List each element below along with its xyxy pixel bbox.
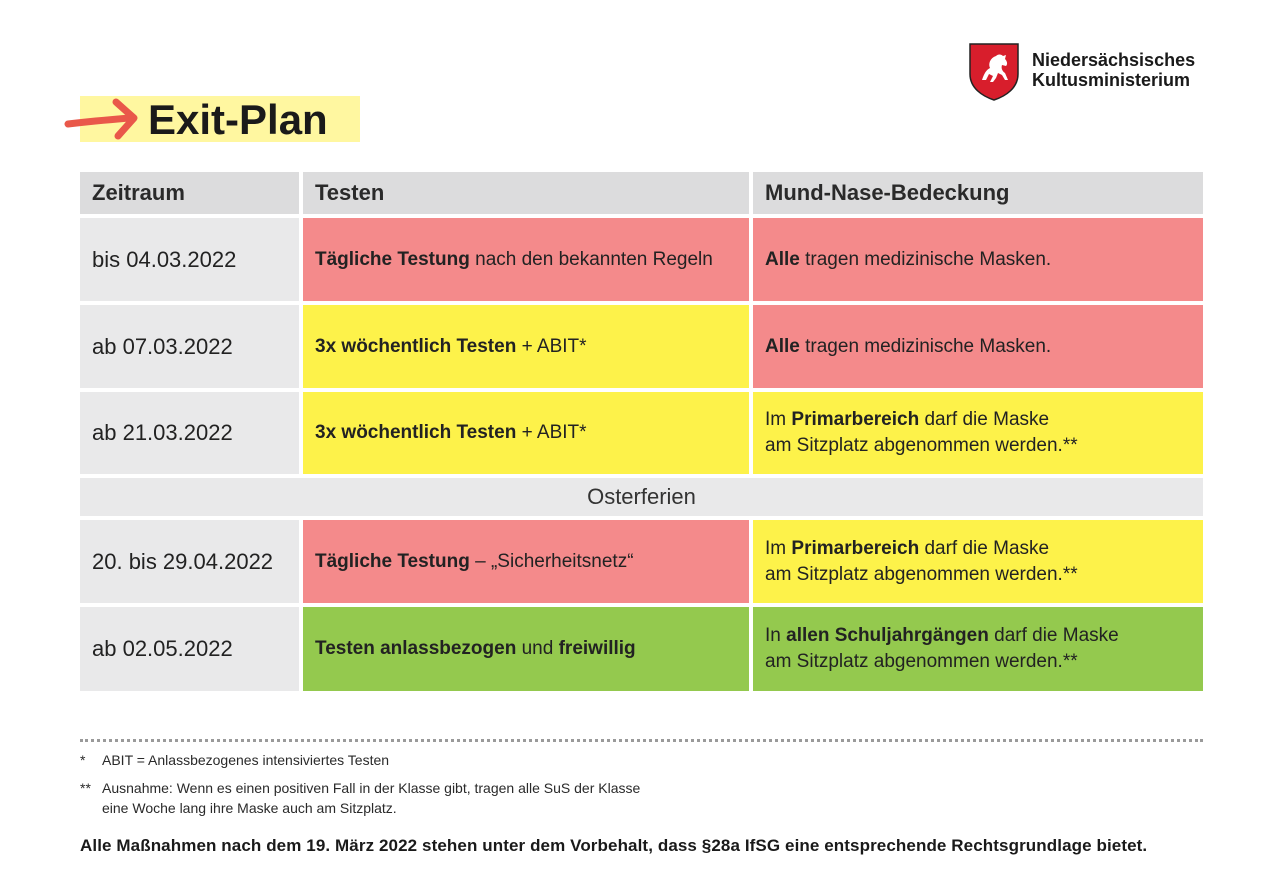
mask-line-2: am Sitzplatz abgenommen werden.** (765, 563, 1078, 585)
mask-bold: allen Schuljahrgängen (786, 625, 989, 646)
table-header-row (80, 172, 1203, 214)
period-cell: ab 21.03.2022 (80, 392, 299, 474)
table-row (80, 305, 1203, 388)
testing-cell (303, 607, 749, 691)
footnote-2 (80, 778, 780, 818)
footnote-text (102, 778, 640, 818)
footnote-line-1: Ausnahme: Wenn es einen positiven Fall in der Klasse gibt, tragen alle SuS der Klasse (102, 780, 641, 796)
header-mund-nase-bedeckung: Mund-Nase-Bedeckung (753, 172, 1203, 214)
mask-cell (753, 305, 1203, 388)
page-title: Exit-Plan (148, 96, 328, 143)
testing-text: und (516, 638, 559, 659)
testing-cell (303, 392, 749, 474)
logo-text (1032, 50, 1195, 90)
footnote-text: ABIT = Anlassbezogenes intensiviertes Testen (102, 752, 390, 768)
mask-text: darf die Maske (919, 409, 1050, 430)
mask-line-2: am Sitzplatz abgenommen werden.** (765, 651, 1078, 672)
mask-text: tragen medizinische Masken. (799, 248, 1052, 270)
table-row (80, 392, 1203, 474)
testing-bold: Testen anlassbezogen (315, 638, 517, 659)
testing-text: nach den bekannten Regeln (469, 248, 713, 270)
mask-prefix: Im (765, 537, 792, 559)
testing-text: – „Sicherheitsnetz“ (469, 550, 634, 572)
testing-cell (303, 520, 749, 603)
mask-text: tragen medizinische Masken. (799, 335, 1052, 357)
header-zeitraum: Zeitraum (80, 172, 299, 214)
osterferien-divider: Osterferien (80, 478, 1203, 516)
table-row (80, 218, 1203, 301)
mask-bold: Primarbereich (791, 409, 920, 430)
mask-cell (753, 607, 1203, 691)
mask-bold: Alle (765, 335, 800, 357)
legal-disclaimer: Alle Maßnahmen nach dem 19. März 2022 stehen unter dem Vorbehalt, dass §28a IfSG eine entsprechende Rechtsgrundlage bietet. (80, 836, 1148, 855)
mask-cell (753, 520, 1203, 603)
testing-bold: Tägliche Testung (315, 550, 470, 572)
footnote-1 (80, 750, 780, 770)
mask-bold: Primarbereich (791, 537, 920, 559)
testing-cell (303, 218, 749, 301)
exit-plan-table (80, 172, 1203, 695)
period-cell: ab 07.03.2022 (80, 305, 299, 388)
arrow-right-icon (64, 94, 144, 144)
mask-text: darf die Maske (988, 625, 1119, 646)
logo-line-1: Niedersächsisches (1032, 50, 1196, 70)
footnote-mark: * (80, 752, 86, 768)
mask-bold: Alle (765, 248, 800, 270)
horse-shield-icon (968, 42, 1020, 102)
table-row (80, 607, 1203, 691)
mask-cell (753, 392, 1203, 474)
mask-line-2: am Sitzplatz abgenommen werden.** (765, 435, 1078, 456)
title-block (64, 92, 364, 148)
testing-text: + ABIT* (516, 422, 587, 443)
testing-cell (303, 305, 749, 388)
period-cell: 20. bis 29.04.2022 (80, 520, 299, 603)
footnote-mark: ** (80, 780, 91, 796)
period-cell: bis 04.03.2022 (80, 218, 299, 301)
dotted-divider (80, 739, 1203, 742)
ministry-logo (968, 42, 1208, 102)
mask-prefix: Im (765, 409, 792, 430)
testing-bold: 3x wöchentlich Testen (315, 335, 517, 357)
header-testen: Testen (303, 172, 749, 214)
table-row (80, 520, 1203, 603)
testing-bold-2: freiwillig (558, 638, 636, 659)
period-cell: ab 02.05.2022 (80, 607, 299, 691)
testing-bold: 3x wöchentlich Testen (315, 422, 517, 443)
testing-bold: Tägliche Testung (315, 248, 470, 270)
mask-prefix: In (765, 625, 787, 646)
testing-text: + ABIT* (516, 335, 587, 357)
footnote-line-2: eine Woche lang ihre Maske auch am Sitzplatz. (102, 800, 397, 816)
mask-text: darf die Maske (919, 537, 1050, 559)
logo-line-2: Kultusministerium (1032, 70, 1191, 90)
mask-cell (753, 218, 1203, 301)
footnotes (80, 750, 780, 826)
